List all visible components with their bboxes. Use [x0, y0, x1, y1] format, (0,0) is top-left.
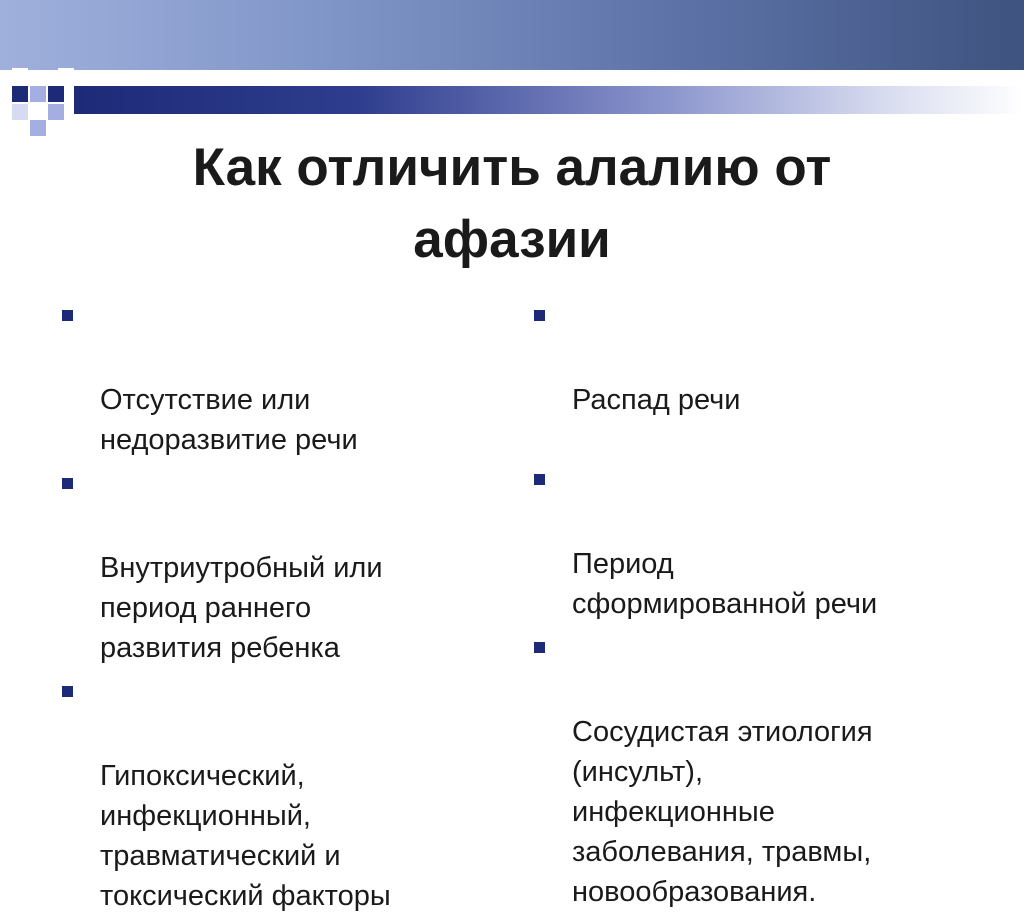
list-item-text: Период сформированной речи — [572, 548, 878, 620]
list-item — [532, 464, 1002, 624]
square-bullet-icon — [534, 642, 545, 653]
square-bullet-icon — [62, 310, 73, 321]
accent-gradient-bar — [74, 86, 1024, 114]
list-item-text: Сосудистая этиология (инсульт), инфекционные заболевания, травмы, новообразования. — [572, 716, 873, 908]
list-item — [60, 300, 480, 460]
deco-square — [12, 104, 28, 120]
list-item-text: Внутриутробный или период раннего развития ребенка — [100, 552, 383, 664]
header-gradient-band — [0, 0, 1024, 70]
deco-square — [12, 86, 28, 102]
square-bullet-icon — [534, 310, 545, 321]
deco-square — [12, 68, 28, 84]
slide-title: Как отличить алалию от афазии — [192, 138, 832, 269]
square-bullet-icon — [62, 478, 73, 489]
deco-square — [48, 104, 64, 120]
deco-square — [58, 68, 74, 84]
list-item — [532, 632, 1002, 912]
list-item — [532, 300, 1002, 420]
list-item-text: Гипоксический, инфекционный, травматический и токсический факторы — [100, 760, 391, 912]
list-item — [60, 676, 480, 916]
deco-square — [30, 86, 46, 102]
list-item-text: Распад речи — [572, 384, 741, 416]
list-item-text: Отсутствие или недоразвитие речи — [100, 384, 358, 456]
square-bullet-icon — [534, 474, 545, 485]
square-bullet-icon — [62, 686, 73, 697]
deco-square — [48, 86, 64, 102]
left-column-list — [60, 300, 480, 924]
list-item — [60, 468, 480, 668]
right-column-list — [532, 300, 1002, 920]
